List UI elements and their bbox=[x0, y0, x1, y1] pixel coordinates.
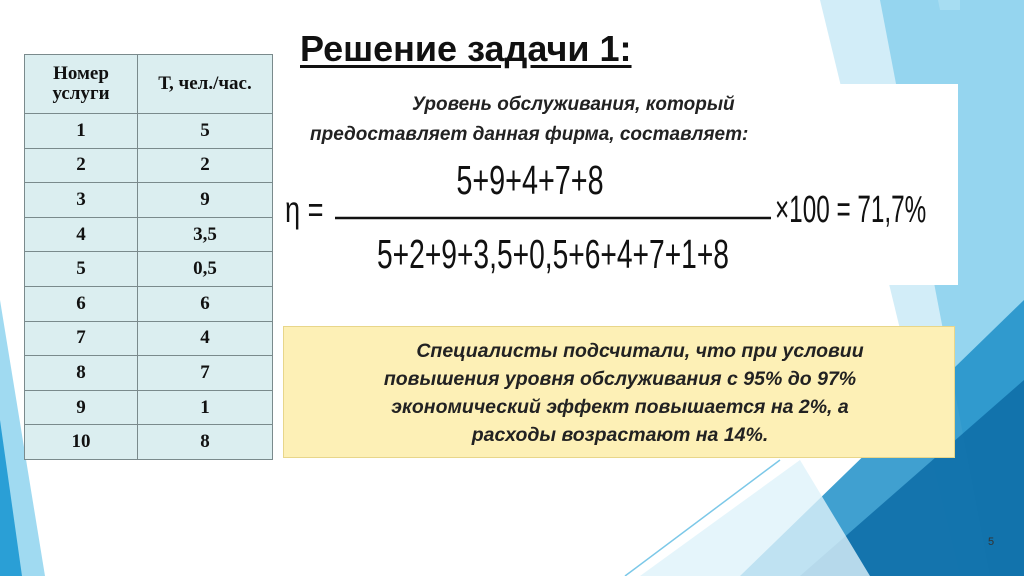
table-header-row bbox=[25, 55, 273, 114]
cell-service: 8 bbox=[25, 356, 138, 391]
table-row bbox=[25, 425, 273, 460]
cell-time: 3,5 bbox=[138, 217, 273, 252]
note-line-3: экономический эффект повышается на 2%, а bbox=[391, 396, 849, 418]
service-level-text bbox=[310, 90, 950, 150]
cell-service: 4 bbox=[25, 217, 138, 252]
cell-service: 9 bbox=[25, 390, 138, 425]
note-panel bbox=[283, 326, 955, 458]
cell-service: 3 bbox=[25, 183, 138, 218]
table-row bbox=[25, 252, 273, 287]
service-level-line-2: предоставляет данная фирма, составляет: bbox=[310, 124, 749, 145]
note-text bbox=[284, 337, 956, 449]
table-row bbox=[25, 390, 273, 425]
cell-time: 9 bbox=[138, 183, 273, 218]
table-row bbox=[25, 356, 273, 391]
table-row bbox=[25, 148, 273, 183]
formula bbox=[283, 150, 958, 285]
slide-title: Решение задачи 1: bbox=[300, 28, 632, 69]
service-table bbox=[24, 54, 273, 460]
table-row bbox=[25, 321, 273, 356]
cell-service: 2 bbox=[25, 148, 138, 183]
cell-service: 5 bbox=[25, 252, 138, 287]
formula-numerator: 5+9+4+7+8 bbox=[456, 158, 604, 204]
cell-time: 6 bbox=[138, 286, 273, 321]
cell-time: 4 bbox=[138, 321, 273, 356]
formula-denominator: 5+2+9+3,5+0,5+6+4+7+1+8 bbox=[377, 232, 729, 278]
note-line-2: повышения уровня обслуживания с 95% до 97% bbox=[383, 368, 857, 390]
cell-service: 7 bbox=[25, 321, 138, 356]
cell-service: 10 bbox=[25, 425, 138, 460]
note-line-1: Специалисты подсчитали, что при условии bbox=[416, 340, 864, 362]
cell-time: 0,5 bbox=[138, 252, 273, 287]
cell-time: 2 bbox=[138, 148, 273, 183]
cell-service: 1 bbox=[25, 114, 138, 149]
formula-result: ×100 = 71,7% bbox=[775, 188, 927, 232]
table-row bbox=[25, 114, 273, 149]
table-row bbox=[25, 217, 273, 252]
page-number: 5 bbox=[988, 536, 995, 548]
header-time: Т, чел./час. bbox=[138, 55, 273, 114]
header-service-number: Номер услуги bbox=[25, 55, 138, 114]
cell-time: 8 bbox=[138, 425, 273, 460]
cell-time: 5 bbox=[138, 114, 273, 149]
formula-symbol: η = bbox=[285, 189, 324, 230]
cell-service: 6 bbox=[25, 286, 138, 321]
service-level-line-1: Уровень обслуживания, который bbox=[412, 94, 735, 115]
cell-time: 1 bbox=[138, 390, 273, 425]
note-line-4: расходы возрастают на 14%. bbox=[471, 424, 769, 446]
cell-time: 7 bbox=[138, 356, 273, 391]
table-row bbox=[25, 183, 273, 218]
table-row bbox=[25, 286, 273, 321]
